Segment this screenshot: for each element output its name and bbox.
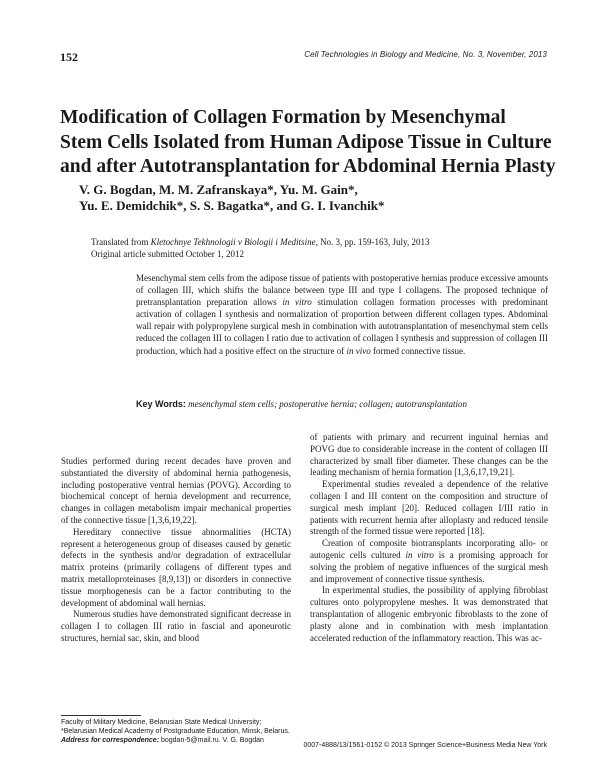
body-column-left (61, 456, 291, 645)
title-line: and after Autotransplantation for Abdominal Hernia Plasty (60, 156, 556, 177)
source-journal: Kletochnye Tekhnologii v Biologii i Meditsine (150, 237, 316, 247)
abstract-text: Mesenchymal stem cells from the adipose tissue of patients with postoperative hernias produce excessive amounts of collagen III, which shifts the balance between type III and type I collagens. The proposed technique of pretransplantation preparation allows (136, 273, 548, 308)
authors-line: V. G. Bogdan, M. M. Zafranskaya*, Yu. M. Gain*, (79, 182, 358, 197)
affiliation: Faculty of Military Medicine, Belarusian State Medical University; *Belarusian Medical Academy of Postgraduate Education, Minsk, Belarus. (61, 719, 290, 735)
translated-suffix: , No. 3, pp. 159-163, July, 2013 (315, 237, 430, 247)
abstract (136, 272, 548, 357)
correspondence (61, 736, 291, 745)
paragraph: Hereditary connective tissue abnormalities (HCTA) represent a heterogeneous group of diseases caused by genetic defects in the synthesis and/or degradation of extracellular matrix proteins (primarily collagens of different types and matrix metalloproteinases [8,9,13]) or disorders in connective tissue morphogenesis can be a factor contributing to the development of abdominal wall hernias. (61, 526, 291, 608)
copyright-line: 0007-4888/13/1561-0152 © 2013 Springer Science+Business Media New York (303, 742, 547, 749)
correspondence-label: Address for correspondence: (61, 737, 160, 744)
submission-date: Original article submitted October 1, 2012 (91, 249, 244, 259)
paragraph-text: is a promising approach for solving the problem of negative influences of the surgical mesh and improvement of connective tissue synthesis. (310, 549, 548, 584)
body-column-right (310, 432, 548, 644)
authors-line: Yu. E. Demidchik*, S. S. Bagatka*, and G. I. Ivanchik* (79, 198, 385, 213)
footnote-divider (61, 715, 141, 716)
paragraph: Experimental studies revealed a dependence of the relative collagen I and III content on the composition and structure of surgical mesh implant [20]. Reduced collagen I/III ratio in patients with recurrent hernia after alloplasty and reduced tensile strength of the formed tissue were reported [18]. (310, 479, 548, 537)
title-line: Modification of Collagen Formation by Mesenchymal (60, 107, 506, 128)
abstract-text: stimulation collagen formation processes with predominant activation of collagen I synthesis and normalization of proportion between different collagen types. Abdominal wall repair with polypropylene surgical mesh in combination with autotransplantation of mesenchymal stem cells reduced the collagen III to collagen I ratio due to activation of collagen I synthesis and suppression of collagen III production, which had a positive effect on the structure of (136, 297, 548, 356)
paragraph-text: Creation of composite biotransplants incorporating allo- or autogenic cells cultured (310, 538, 548, 560)
keywords (136, 398, 556, 410)
paragraph: In experimental studies, the possibility of applying fibroblast cultures onto polypropylene meshes. It was demonstrated that transplantation of allogenic embryonic fibroblasts to the zone of plasty alone and in combination with mesh implantation accelerated reduction of the inflammatory reaction. This was ac- (310, 585, 548, 643)
abstract-italic: in vitro (282, 297, 312, 308)
running-title: Cell Technologies in Biology and Medicine, No. 3, November, 2013 (304, 50, 547, 59)
abstract-italic: in vivo (346, 345, 371, 356)
title-line: Stem Cells Isolated from Human Adipose Tissue in Culture (60, 131, 552, 153)
footnote (61, 718, 291, 745)
translated-prefix: Translated from (91, 237, 151, 247)
paper-title (60, 106, 560, 180)
keywords-text: mesenchymal stem cells; postoperative hernia; collagen; autotransplantation (185, 399, 468, 409)
paragraph-italic: in vitro (405, 549, 434, 560)
translated-from (91, 236, 551, 248)
page-number: 152 (60, 50, 78, 64)
authors (79, 182, 559, 214)
correspondence-text: bogdan-5@mail.ru. V. G. Bogdan (159, 737, 264, 744)
paragraph (310, 538, 548, 585)
abstract-text: formed connective tissue. (370, 345, 466, 356)
keywords-label: Key Words: (136, 399, 186, 409)
paragraph: of patients with primary and recurrent inguinal hernias and POVG due to considerable increase in the content of collagen III characterized by small fiber diameter. These changes can be the leading mechanism of hernia formation [1,3,6,17,19,21]. (310, 432, 548, 478)
paragraph: Numerous studies have demonstrated significant decrease in collagen I to collagen III ratio in fascial and aponeurotic structures, hernial sac, skin, and blood (61, 609, 291, 643)
translation-note (91, 236, 551, 260)
paragraph: Studies performed during recent decades have proven and substantiated the diversity of abdominal hernia pathogenesis, including postoperative ventral hernias (POVG). According to biochemical concept of hernia development and recurrence, changes in collagen metabolism impair mechanical properties of the connective tissue [1,3,6,19,22]. (61, 456, 291, 525)
